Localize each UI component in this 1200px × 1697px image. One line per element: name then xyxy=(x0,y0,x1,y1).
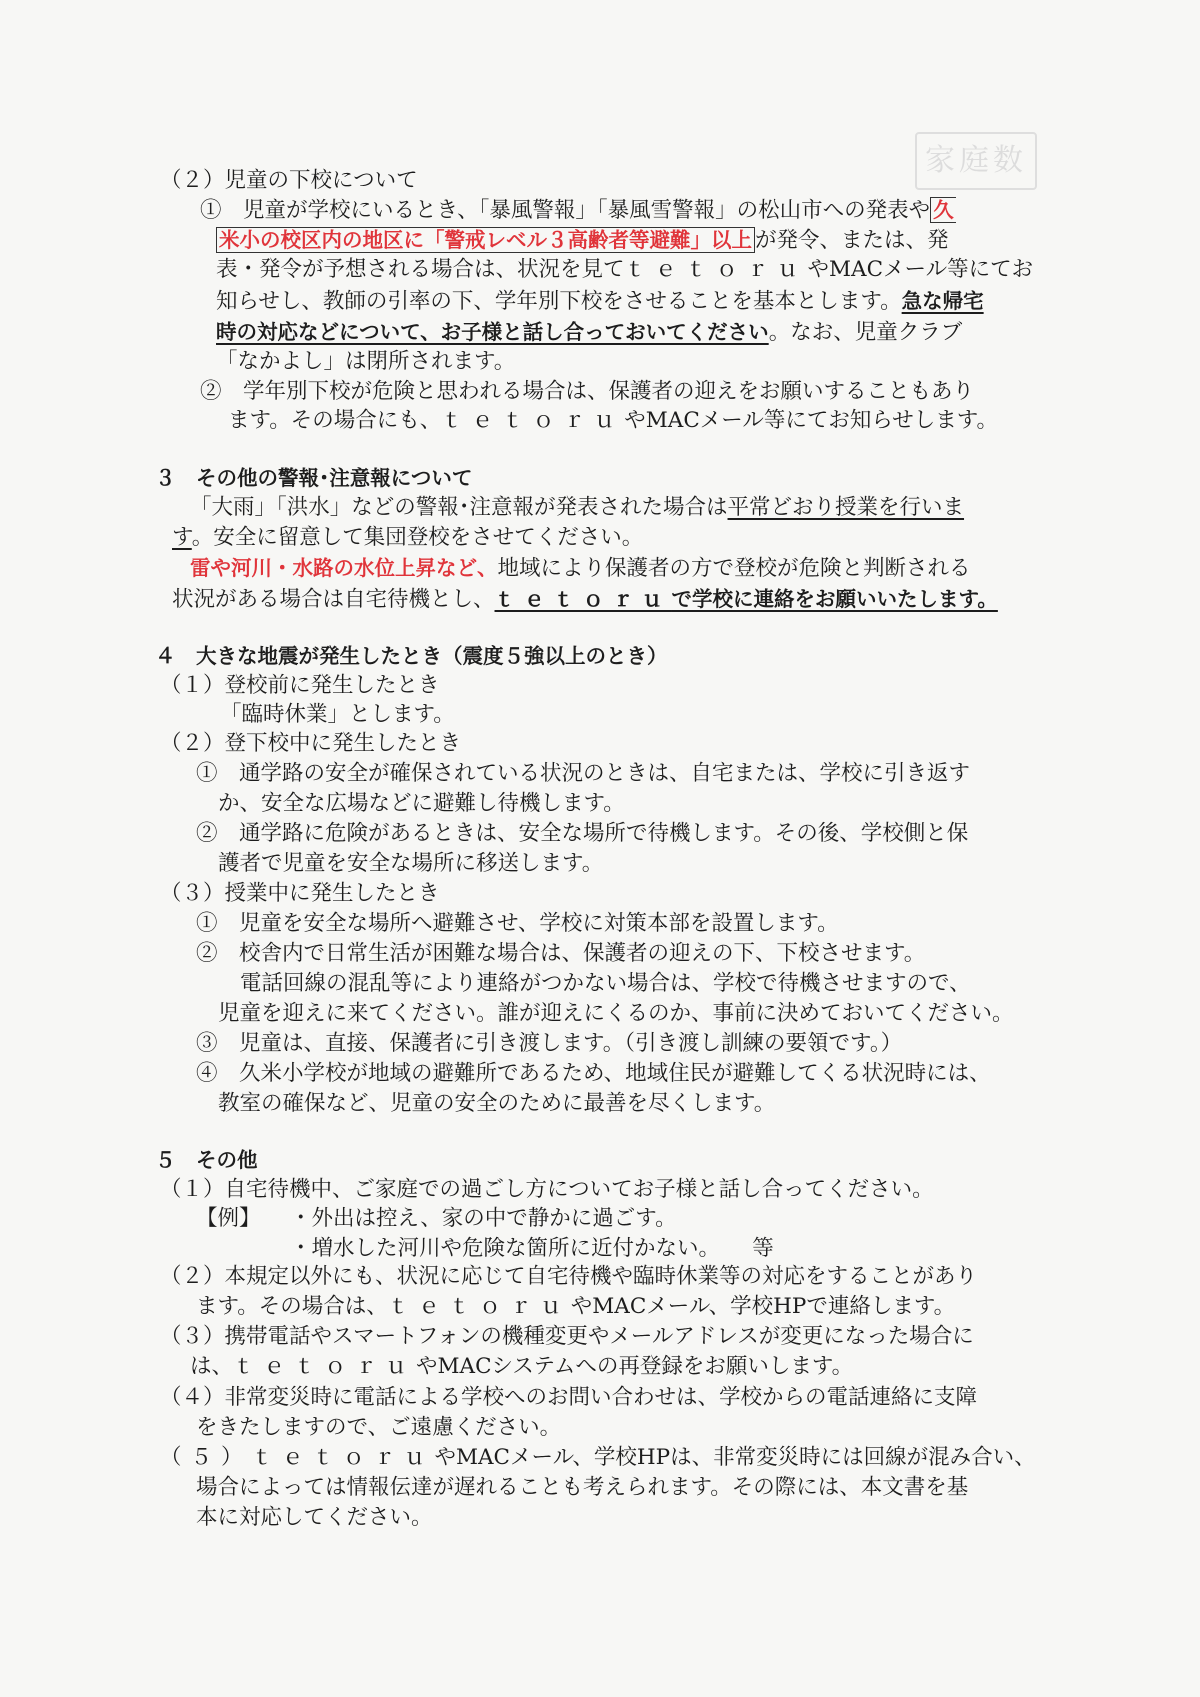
text: 。安全に留意して集団登校をさせてください。 xyxy=(191,525,644,550)
earthquake-sub2-item2-line1: ② 通学路に危険があるときは、安全な場所で待機します。その後、学校側と保 xyxy=(196,821,969,846)
underlined-text: す xyxy=(172,525,192,550)
item-marker: ① xyxy=(200,198,222,223)
text: 。なお、児童クラブ xyxy=(768,320,963,345)
dismissal-item1-line6: 「なかよし」は閉所されます。 xyxy=(216,349,516,374)
misc-item2-line2 xyxy=(196,1293,955,1321)
text: 「大雨」「洪水」などの警報･注意報が発表された場合は xyxy=(190,495,728,520)
red-emphasis: 雷や河川・水路の水位上昇など、 xyxy=(190,556,498,580)
text: やMACメール等にてお xyxy=(807,257,1034,282)
text: が発令、または、発 xyxy=(755,228,949,253)
earthquake-sub2-item2-line2: 護者で児童を安全な場所に移送します。 xyxy=(218,851,604,876)
text: 表・発令が予想される場合は、状況を見て xyxy=(216,257,625,282)
tetoru-name: ｔｅｔｏｒｕ xyxy=(494,587,672,611)
earthquake-sub2-item1-line2: か、安全な広場などに避難し待機します。 xyxy=(218,791,625,816)
tetoru-name: ｔｅｔｏｒｕ xyxy=(387,1294,571,1319)
misc-item2-line1: （２）本規定以外にも、状況に応じて自宅待機や臨時休業等の対応をすることがあり xyxy=(160,1264,978,1289)
text: 児童が学校にいるとき、「暴風警報」「暴風雪警報」の松山市への発表や xyxy=(221,198,931,223)
misc-item4-line2: をきたしますので、ご遠慮ください。 xyxy=(196,1415,562,1440)
section-heading-other-warnings: ３ その他の警報･注意報について xyxy=(155,466,473,490)
earthquake-sub1: （１）登校前に発生したとき xyxy=(160,673,440,698)
earthquake-sub3-item3: ③ 児童は、直接、保護者に引き渡します。（引き渡し訓練の要領です。） xyxy=(196,1031,903,1056)
earthquake-sub3: （３）授業中に発生したとき xyxy=(160,881,440,906)
misc-item3-line1: （３）携帯電話やスマートフォンの機種変更やメールアドレスが変更になった場合に xyxy=(160,1324,974,1349)
earthquake-sub3-item4-line1: ④ 久米小学校が地域の避難所であるため、地域住民が避難してくる状況時には、 xyxy=(196,1061,991,1086)
section-heading-earthquake: ４ 大きな地震が発生したとき（震度５強以上のとき） xyxy=(155,644,668,668)
dismissal-item1-line3 xyxy=(216,256,1033,284)
misc-item1-example-label: 【例】 xyxy=(196,1206,261,1231)
misc-item5-line2: 場合によっては情報伝達が遅れることも考えられます。その際には、本文書を基 xyxy=(196,1475,969,1500)
misc-item1-example1: ・外出は控え、家の中で静かに過ごす。 xyxy=(290,1206,677,1231)
tetoru-name: ｔｅｔｏｒｕ xyxy=(233,1354,417,1379)
text: ます。その場合にも、 xyxy=(228,408,442,433)
dismissal-item1-line1 xyxy=(200,196,956,225)
subheading-dismissal: （２）児童の下校について xyxy=(160,168,418,193)
dismissal-item1-line4 xyxy=(216,287,984,316)
text: 地域により保護者の方で登校が危険と判断される xyxy=(497,556,971,581)
earthquake-sub3-item2: ② 校舎内で日常生活が困難な場合は、保護者の迎えの下、下校させます。 xyxy=(196,941,926,966)
underlined-text: 平常どおり授業を行いま xyxy=(727,495,965,520)
tetoru-name: ｔｅｔｏｒｕ xyxy=(624,257,808,282)
emphasis-text: で学校に連絡をお願いいたします。 xyxy=(671,587,998,611)
text: 状況がある場合は自宅待機とし、 xyxy=(172,587,495,612)
misc-item1: （１）自宅待機中、ご家庭での過ごし方についてお子様と話し合ってください。 xyxy=(160,1177,934,1202)
misc-item5-line1 xyxy=(160,1444,1036,1472)
text: は、 xyxy=(190,1354,234,1379)
text: ます。その場合は、 xyxy=(196,1294,388,1319)
misc-item5-line3: 本に対応してください。 xyxy=(196,1505,433,1530)
text: 知らせし、教師の引率の下、学年別下校をさせることを基本とします。 xyxy=(216,289,902,314)
tetoru-name: （５）ｔｅｔｏｒｕ xyxy=(160,1445,435,1470)
earthquake-sub3-item2-line3: 児童を迎えに来てください。誰が迎えにくるのか、事前に決めておいてください。 xyxy=(218,1001,1014,1026)
dismissal-item2-line1 xyxy=(200,378,974,406)
dismissal-item1-line5 xyxy=(216,318,962,347)
warning-highlight: 米小の校区内の地区に「警戒レベル３高齢者等避難」以上 xyxy=(216,227,755,253)
text: やMACメール、学校HPは、非常変災時には回線が混み合い、 xyxy=(434,1445,1036,1470)
warning-highlight: 久 xyxy=(930,197,956,223)
misc-item4-line1: （４）非常変災時に電話による学校へのお問い合わせは、学校からの電話連絡に支障 xyxy=(160,1385,978,1410)
tetoru-name: ｔｅｔｏｒｕ xyxy=(441,408,625,433)
emphasis-text: 急な帰宅 xyxy=(901,289,984,313)
item-marker: ② xyxy=(200,379,222,404)
earthquake-sub3-item4-line2: 教室の確保など、児童の安全のために最善を尽くします。 xyxy=(218,1091,776,1116)
emphasis-text: 時の対応などについて、お子様と話し合っておいてください xyxy=(216,320,769,344)
misc-item1-example2: ・増水した河川や危険な箇所に近付かない。 等 xyxy=(290,1236,774,1261)
dismissal-item2-line2 xyxy=(228,407,998,435)
earthquake-sub2-item1-line1: ① 通学路の安全が確保されている状況のときは、自宅または、学校に引き返す xyxy=(196,761,971,786)
earthquake-sub1-body: 「臨時休業」とします。 xyxy=(220,702,455,727)
faint-stamp: 家庭数 xyxy=(915,132,1037,190)
text: 学年別下校が危険と思われる場合は、保護者の迎えをお願いすることもあり xyxy=(221,379,975,404)
text: やMACメール、学校HPで連絡します。 xyxy=(570,1294,956,1319)
dismissal-item1-line2 xyxy=(216,226,949,255)
text: やMACシステムへの再登録をお願いします。 xyxy=(416,1354,854,1379)
earthquake-sub3-item2-line2: 電話回線の混乱等により連絡がつかない場合は、学校で待機させますので、 xyxy=(240,971,971,996)
other-warnings-p2-line2 xyxy=(172,585,998,614)
other-warnings-p1-line2 xyxy=(172,524,643,552)
text: やMACメール等にてお知らせします。 xyxy=(624,408,998,433)
earthquake-sub3-item1: ① 児童を安全な場所へ避難させ、学校に対策本部を設置します。 xyxy=(196,911,839,936)
other-warnings-p1-line1 xyxy=(190,494,964,522)
misc-item3-line2 xyxy=(190,1353,853,1381)
earthquake-sub2: （２）登下校中に発生したとき xyxy=(160,731,462,756)
section-heading-misc: ５ その他 xyxy=(155,1148,258,1172)
other-warnings-p2-line1 xyxy=(190,554,971,583)
